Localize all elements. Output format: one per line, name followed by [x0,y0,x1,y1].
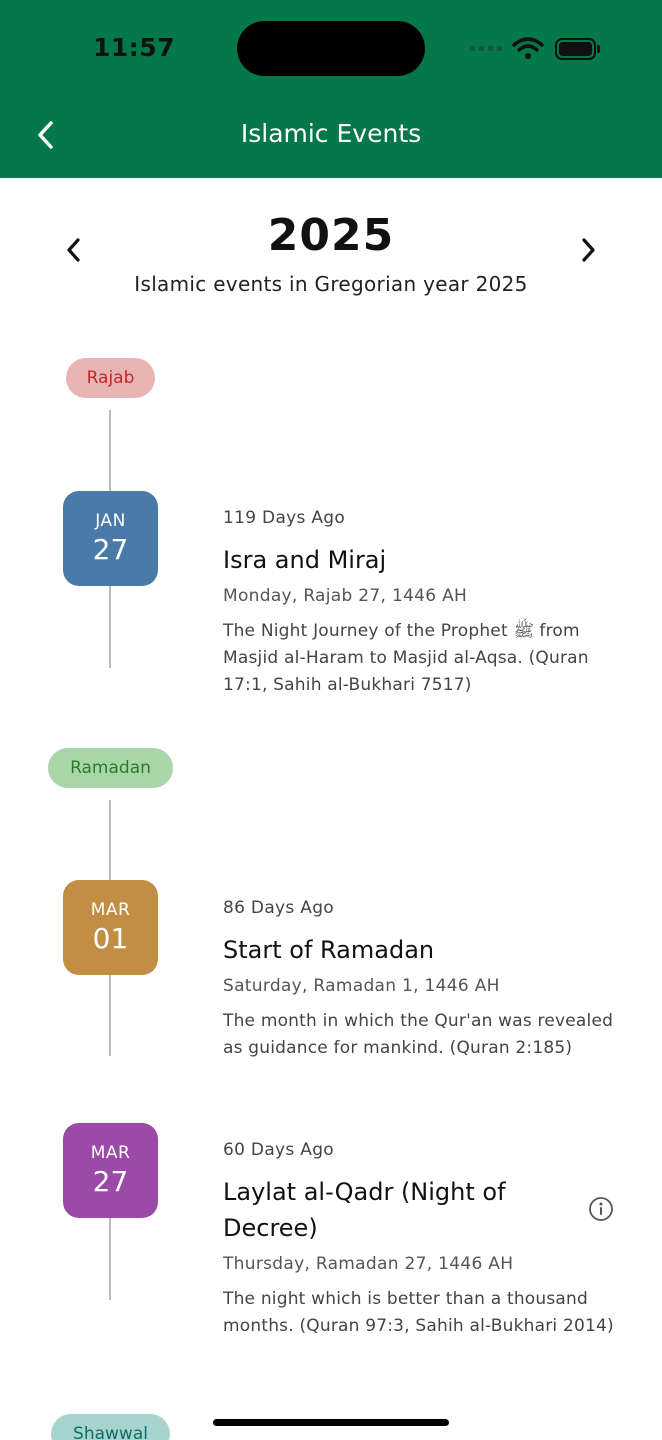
event-hijri-date: Monday, Rajab 27, 1446 AH [223,586,468,606]
event-title: Start of Ramadan [223,936,435,964]
month-pill-shawwal: Shawwal [51,1414,170,1440]
info-icon[interactable] [588,1196,614,1222]
event-item[interactable] [223,1140,633,1340]
event-item[interactable] [223,898,633,1062]
event-days-ago: 119 Days Ago [223,508,346,528]
event-date-badge[interactable] [63,1123,158,1218]
dynamic-island [237,21,425,76]
event-description: The night which is better than a thousand months. (Quran 97:3, Sahih al-Bukhari 2014) [223,1289,614,1336]
event-title: Isra and Miraj [223,546,387,574]
year-subtitle: Islamic events in Gregorian year 2025 [134,272,528,296]
event-days-ago: 86 Days Ago [223,898,334,918]
event-title: Laylat al-Qadr (Night of Decree) [223,1178,506,1242]
event-item[interactable] [223,508,633,699]
year-navigation [0,200,662,310]
home-indicator [213,1419,449,1426]
chevron-right-icon [579,237,597,263]
event-date-month: MAR [90,1143,131,1163]
page-title: Islamic Events [240,119,422,148]
signal-icon [470,46,502,51]
wifi-icon [512,36,544,60]
year-title: 2025 [267,210,395,261]
event-date-badge[interactable] [63,491,158,586]
month-pill-rajab: Rajab [66,358,155,398]
battery-icon [555,38,601,60]
event-hijri-date: Saturday, Ramadan 1, 1446 AH [223,976,500,996]
event-hijri-date: Thursday, Ramadan 27, 1446 AH [223,1254,514,1274]
event-date-month: JAN [95,511,126,531]
event-days-ago: 60 Days Ago [223,1140,334,1160]
app-header [0,0,662,178]
event-date-day: 27 [92,533,129,566]
event-date-day: 27 [92,1165,129,1198]
next-year-button[interactable] [568,230,608,270]
event-description: The Night Journey of the Prophet ﷺ from Masjid al-Haram to Masjid al-Aqsa. (Quran 17:1, Sahih al-Bukhari 7517) [223,621,589,695]
month-pill-ramadan: Ramadan [48,748,173,788]
event-date-badge[interactable] [63,880,158,975]
event-date-month: MAR [90,900,131,920]
status-time: 11:57 [93,33,176,62]
event-description: The month in which the Qur'an was revealed as guidance for mankind. (Quran 2:185) [223,1011,614,1058]
event-date-day: 01 [92,922,129,955]
timeline-line [109,1205,111,1300]
